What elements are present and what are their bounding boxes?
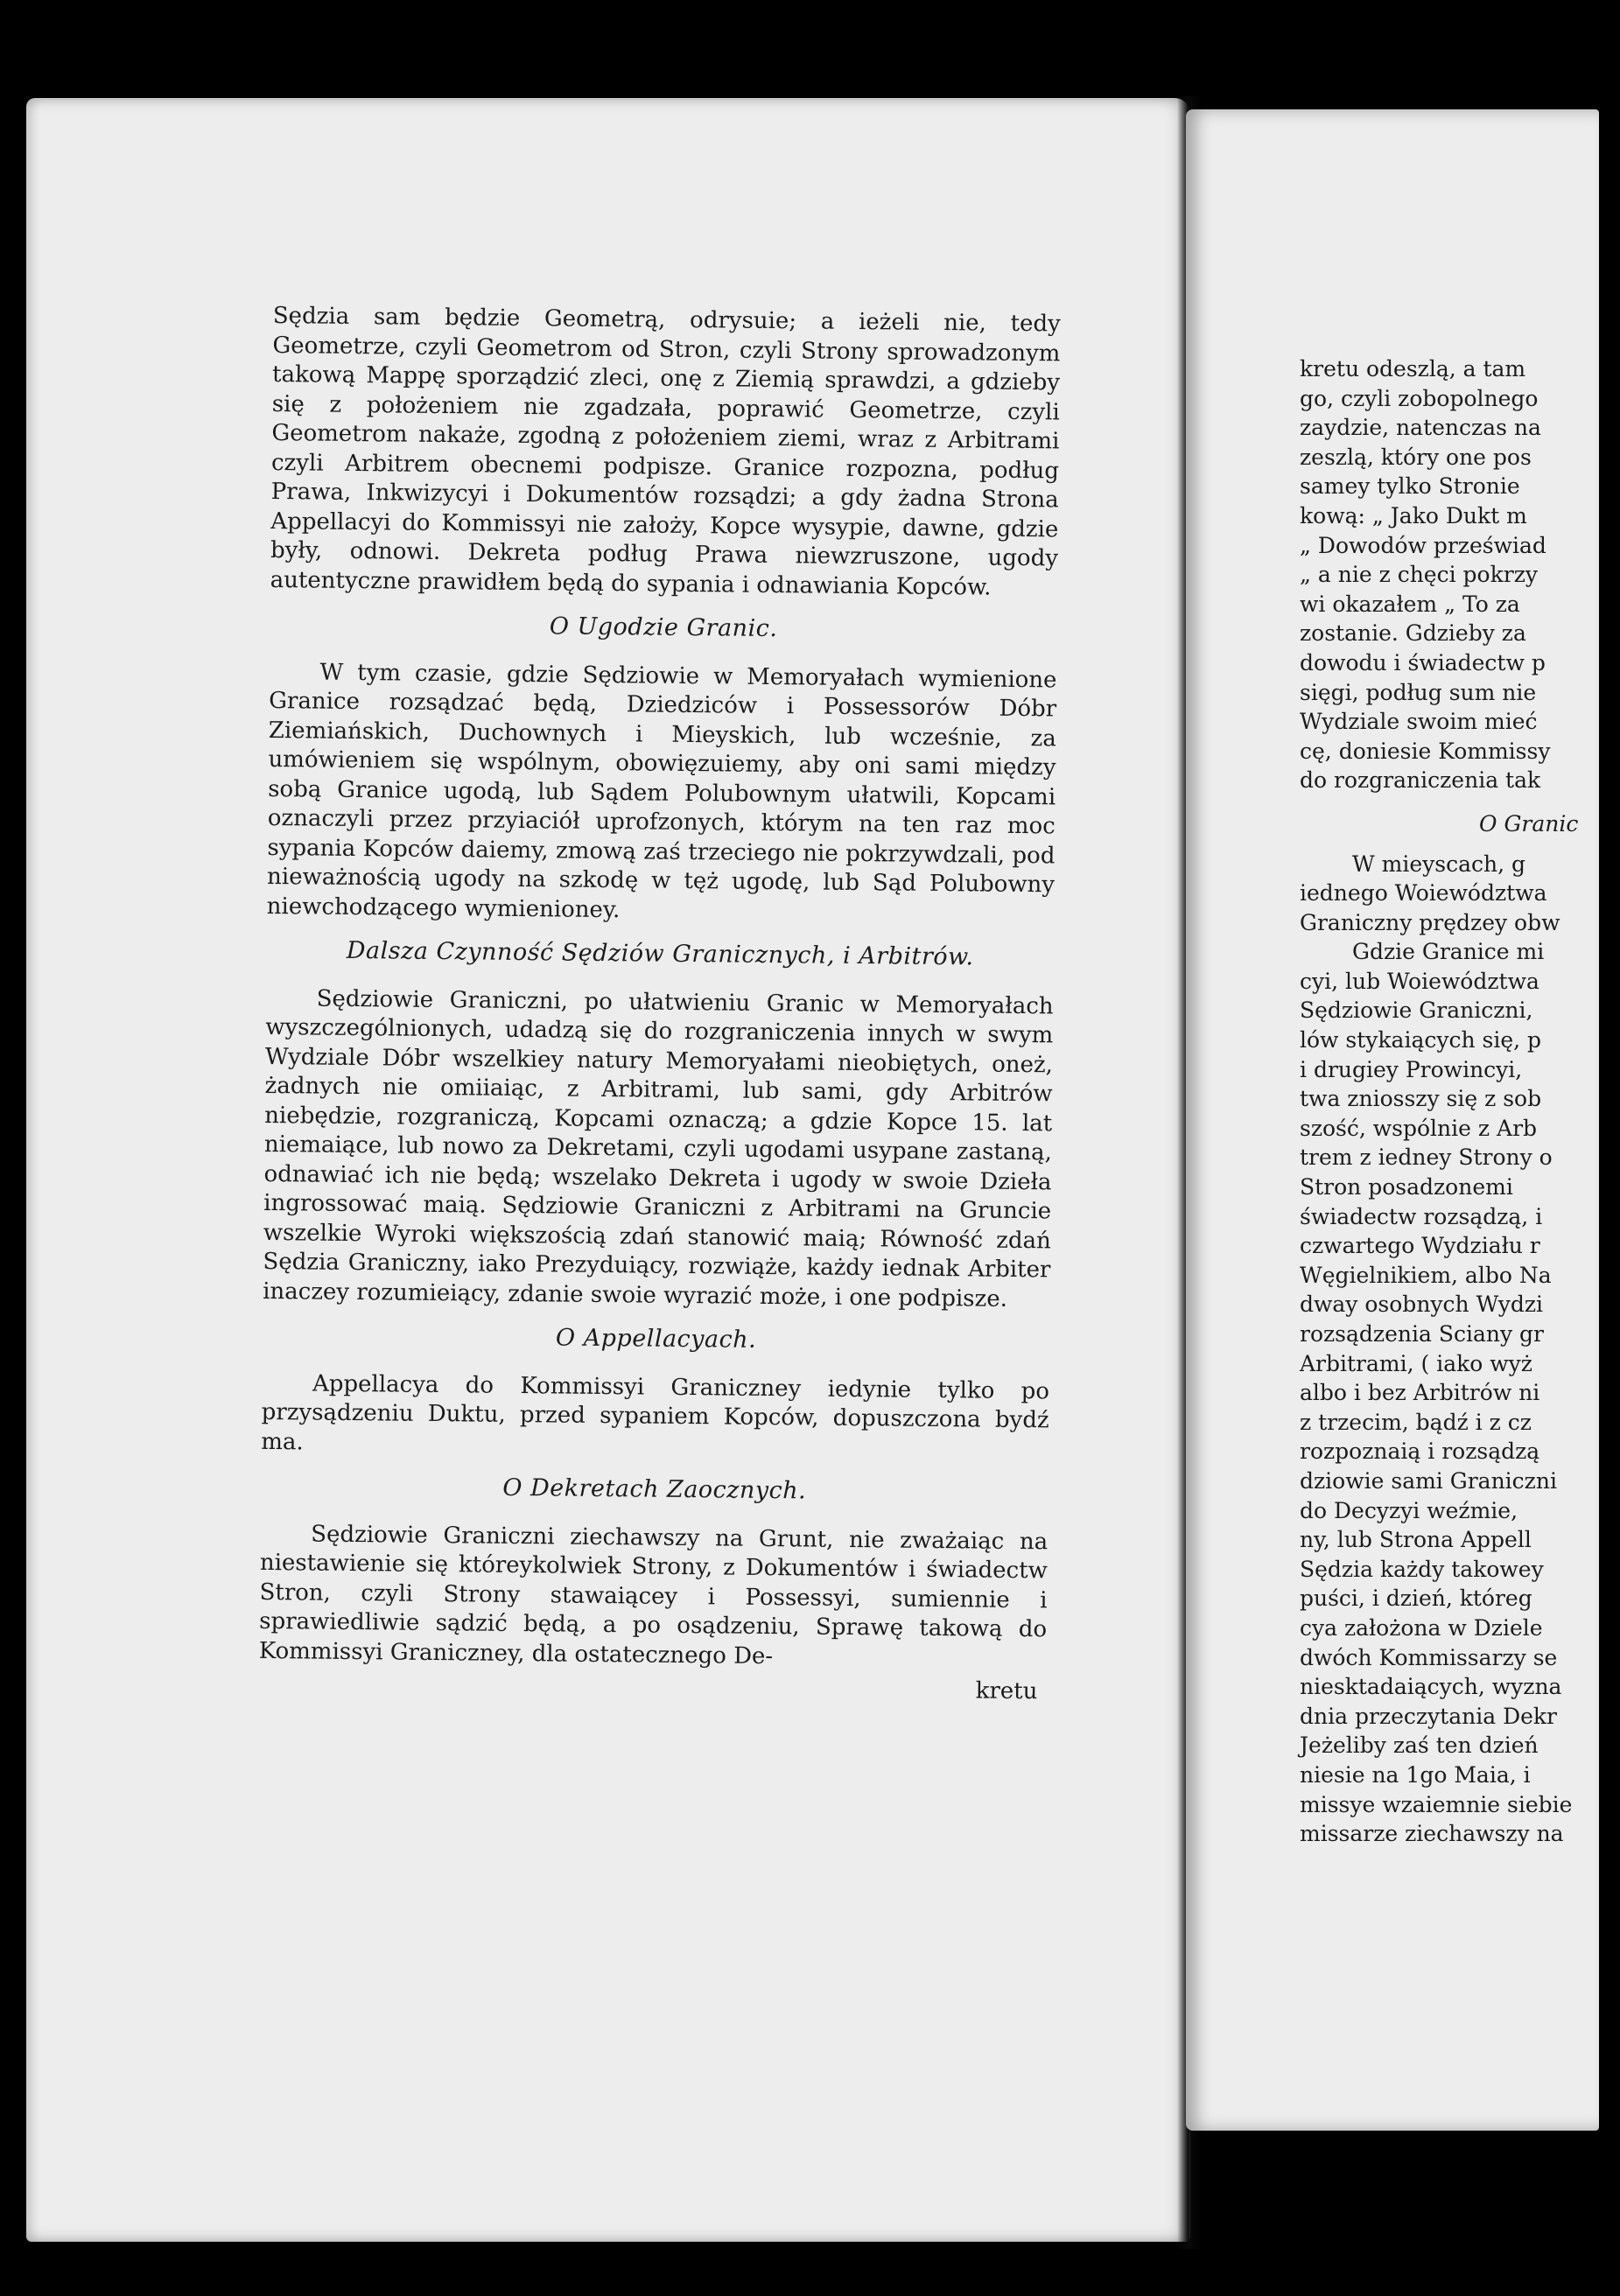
right-page-line: „ Dowodów przeświad xyxy=(1300,532,1546,558)
right-page-line: ny, lub Strona Appell xyxy=(1300,1527,1532,1553)
right-page-line: do rozgraniczenia tak xyxy=(1300,767,1541,794)
right-page-clip xyxy=(1186,109,1599,2131)
right-page-line: do Decyzyi weźmie, xyxy=(1300,1497,1518,1523)
paragraph-5: Sędziowie Graniczni ziechawszy na Grunt, nie zważaiąc na niestawienie się któreykolwiek Strony, z Dokumentów i świadectw Stron, czyli Strony stawaiącey i Possessyi, sumiennie i sprawiedliwie sądzić będą, a po osądzeniu, Sprawę takową do Kommissyi Graniczney, dla ostatecznego De- xyxy=(258,1521,1048,1670)
right-lines-a xyxy=(1300,354,1599,795)
right-page-line: Węgielnikiem, albo Na xyxy=(1300,1262,1552,1288)
right-page-line: dowodu i świadectw p xyxy=(1300,649,1546,676)
right-page-line: Graniczny prędzey obw xyxy=(1300,909,1560,935)
right-page-line: go, czyli zobopolnego xyxy=(1300,385,1539,411)
right-page-line: zaydzie, natenczas na xyxy=(1300,415,1541,441)
right-page-line: świadectw rozsądzą, i xyxy=(1300,1203,1543,1229)
right-page-text xyxy=(1300,354,1599,1849)
right-page-line: dwóch Kommissarzy se xyxy=(1300,1644,1558,1670)
right-page-line: dziowie sami Graniczni xyxy=(1300,1467,1557,1494)
right-page-line: i drugiey Prowincyi, xyxy=(1300,1056,1523,1082)
right-page-line: Sędzia każdy takowey xyxy=(1300,1556,1544,1582)
right-page-line: kową: „ Jako Dukt m xyxy=(1300,502,1527,528)
right-page-line: rozpoznaią i rozsądzą xyxy=(1300,1438,1540,1465)
right-page-line: niesktadaiących, wyzna xyxy=(1300,1674,1562,1700)
paragraph-2: W tym czasie, gdzie Sędziowie w Memoryałach wymienione Granice rozsądzać będą, Dziedziców i Possessorów Dóbr Ziemiańskich, Duchownych i Mieyskich, lub wcześnie, za umówieniem się wspólnym, obowięzuiemy, aby oni sami między sobą Granice ugodą, lub Sądem Polubownym ułatwili, Kopcami oznaczyli przez przyiaciół uprofzonych, którym na ten raz moc sypania Kopców daiemy, zmową zaś trzeciego nie pokrzywdzali, pod nieważnością ugody na szkodę w tęż ugodę, lub Sąd Polubowny niewchodzącego wymienioney. xyxy=(266,659,1057,923)
right-page-line: wi okazałem „ To za xyxy=(1300,591,1520,617)
heading-dekretach-zaocznych: O Dekretach Zaocznych. xyxy=(502,1474,807,1505)
right-page-line: W mieyscach, g xyxy=(1352,850,1525,877)
right-page-line: „ a nie z chęci pokrzy xyxy=(1300,562,1538,588)
right-page-line: niesie na 1go Maia, i xyxy=(1300,1761,1531,1788)
paragraph-4: Appellacya do Kommissyi Graniczney iedynie tylko po przysądzeniu Duktu, przed sypaniem Kopców, dopuszczona bydź ma. xyxy=(261,1370,1050,1455)
paragraph-1: Sędzia sam będzie Geometrą, odrysuie; a ieżeli nie, tedy Geometrze, czyli Geometrom od Stron, czyli Strony sprowadzonym takową Mappę sporządzić zleci, onę z Ziemią sprawdzi, a gdzieby się z położeniem nie zgadzała, poprawić Geometrze, czyli Geometrom nakaże, zgodną z położeniem ziemi, wraz z Arbitrami czyli Arbitrem obecnemi podpisze. Granice rozpozna, podług Prawa, Inkwizycyi i Dokumentów rozsądzi; a gdy żadna Strona Appellacyi do Kommissyi nie założy, Kopce wysypie, dawne, gdzie były, odnowi. Dekreta podług Prawa niewzruszone, ugody autentyczne prawidłem będą do sypania i odnawiania Kopców. xyxy=(270,302,1061,601)
right-page-line: missarze ziechawszy na xyxy=(1300,1821,1564,1847)
right-page-line: Arbitrami, ( iako wyż xyxy=(1300,1350,1532,1376)
left-page-text xyxy=(258,302,1061,1707)
right-page-line: zostanie. Gdzieby za xyxy=(1300,620,1526,647)
right-page-line: Jeżeliby zaś ten dzień xyxy=(1300,1732,1539,1759)
right-page-line: rozsądzenia Sciany gr xyxy=(1300,1321,1544,1347)
right-page-line: albo i bez Arbitrów ni xyxy=(1300,1380,1540,1406)
right-page-line: Gdzie Granice mi xyxy=(1352,939,1545,965)
catchword: kretu xyxy=(975,1677,1038,1705)
right-page-line: lów stykaiących się, p xyxy=(1300,1027,1542,1054)
right-page-line: samey tylko Stronie xyxy=(1300,473,1520,500)
right-page-line: iednego Woiewództwa xyxy=(1300,880,1547,906)
right-page-line: kretu odeszlą, a tam xyxy=(1300,356,1526,382)
right-page-line: zeszlą, który one pos xyxy=(1300,444,1532,470)
right-page-line: dnia przeczytania Dekr xyxy=(1300,1703,1558,1729)
right-lines-b xyxy=(1300,850,1599,1849)
right-page-line: cę, doniesie Kommissy xyxy=(1300,738,1551,764)
right-page-line: z trzecim, bądź i z cz xyxy=(1300,1409,1532,1435)
right-heading: O Granic xyxy=(1479,810,1579,836)
right-page-line: Stron posadzonemi xyxy=(1300,1174,1513,1200)
right-page-line: twa zniosszy się z sob xyxy=(1300,1086,1542,1112)
heading-dalsza-czynnosc: Dalsza Czynność Sędziów Granicznych, i Arbitrów. xyxy=(346,936,974,971)
heading-ugodzie-granic: O Ugodzie Granic. xyxy=(549,612,778,643)
right-page-line: sięgi, podług sum nie xyxy=(1300,679,1537,705)
right-page-line: trem z iedney Strony o xyxy=(1300,1144,1553,1171)
right-page-line: Wydziale swoim mieć xyxy=(1300,709,1538,735)
right-page-line: missye wzaiemnie siebie xyxy=(1300,1791,1573,1817)
right-page-line: dway osobnych Wydzi xyxy=(1300,1292,1544,1318)
right-page-line: szość, wspólnie z Arb xyxy=(1300,1115,1538,1141)
right-page-line: cyi, lub Woiewództwa xyxy=(1300,968,1539,994)
right-page-line: czwartego Wydziału r xyxy=(1300,1233,1540,1259)
right-page-line: cya założona w Dziele xyxy=(1300,1614,1543,1641)
right-page-line: Sędziowie Graniczni, xyxy=(1300,998,1533,1024)
heading-appellacyach: O Appellacyach. xyxy=(555,1324,757,1354)
right-page-line: puści, i dzień, któreg xyxy=(1300,1586,1532,1612)
paragraph-3: Sędziowie Graniczni, po ułatwieniu Granic w Memoryałach wyszczególnionych, udadzą się do rozgraniczenia innych w swym Wydziale Dóbr wszelkiey natury Memoryałami nieobiętych, oneż, żadnych nie omiiaiąc, z Arbitrami, lub sami, gdy Arbitrów niebędzie, rozgraniczą, Kopcami oznaczą; a gdzie Kopce 15. lat niemaiące, lub nowo za Dekretami, czyli ugodami usypane zastaną, odnawiać ich nie będą; wszelako Dekreta i ugody w swoie Dzieła ingrossować maią. Sędziowie Graniczni z Arbitrami na Gruncie wszelkie Wyroki większością zdań stanowić maią; Równość zdań Sędzia Graniczny, iako Prezyduiący, rozwiąże, każdy iednak Arbiter inaczey rozumieiący, zdanie swoie wyrazić może, i one podpisze. xyxy=(263,985,1054,1312)
